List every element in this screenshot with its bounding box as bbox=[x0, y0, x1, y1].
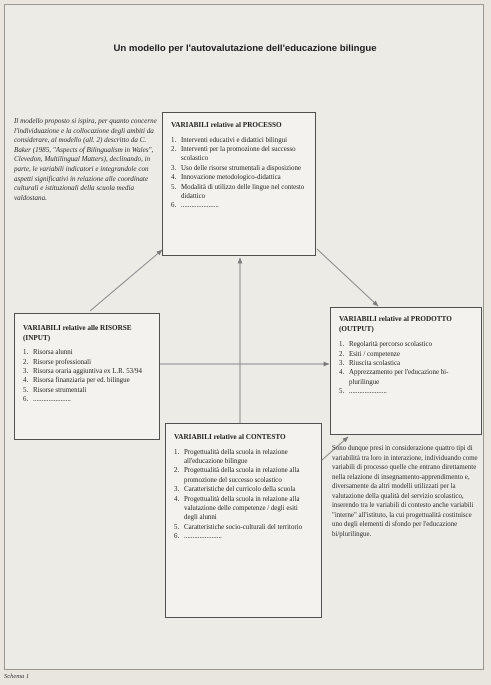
prodotto-list bbox=[339, 340, 473, 396]
contesto-list bbox=[174, 448, 313, 542]
list-item: 4. Risorsa finanziaria per ed. bilingue bbox=[23, 377, 130, 385]
list-item: 4. Progettualità della scuola in relazione alla valutazione delle competenze / degli esiti degli alunni bbox=[174, 495, 300, 522]
list-item: 1. Progettualità della scuola in relazione all'educazione bilingue bbox=[174, 448, 288, 465]
list-item: 1. Interventi educativi e didattici bilingui bbox=[171, 136, 288, 144]
processo-list bbox=[171, 136, 307, 211]
list-item: 1. Regolarità percorso scolastico bbox=[339, 341, 433, 349]
list-item: 3. Caratteristiche del curricolo della scuola bbox=[174, 486, 296, 494]
list-item: 5. ...................... bbox=[339, 388, 387, 396]
list-item: 6. ...................... bbox=[23, 396, 71, 404]
list-item: 5. Modalità di utilizzo delle lingue nel contesto didattico bbox=[171, 183, 305, 201]
list-item: 3. Uso delle risorse strumentali a disposizione bbox=[171, 164, 301, 172]
figure-caption: Schema 1 bbox=[4, 673, 30, 680]
processo-heading: VARIABILI relative al PROCESSO bbox=[171, 121, 282, 129]
list-item: 6. ...................... bbox=[174, 533, 222, 541]
list-item: 2. Risorse professionali bbox=[23, 358, 91, 366]
list-item: 2. Interventi per la promozione del successo scolastico bbox=[171, 146, 296, 163]
list-item: 2. Esiti / competenze bbox=[339, 350, 400, 358]
box-processo bbox=[162, 112, 316, 256]
prodotto-heading: VARIABILI relative al PRODOTTO (OUTPUT) bbox=[339, 315, 452, 333]
list-item: 4. Innovazione metodologico-didattica bbox=[171, 174, 281, 182]
diagram-title: Un modello per l'autovalutazione dell'educazione bilingue bbox=[113, 43, 377, 54]
box-contesto bbox=[165, 423, 322, 618]
list-item: 3. Risorsa oraria aggiuntiva ex L.R. 53/94 bbox=[23, 368, 142, 375]
list-item: 5. Caratteristiche socio-culturali del territorio bbox=[174, 523, 303, 531]
intro-text: Il modello proposto si ispira, per quanto concerne l'individuazione e la collocazione degli ambiti da considerare, al modello (all. 2) descritto da C. Baker (1985, "Aspects of Bilingualism in Wales", Clevedon, Multilingual Matters), declinando, in parte, le variabili indicatori e integrandole con aspetti significativi in relazione alle coordinate culturali e istituzionali della scuola media valdostana. bbox=[14, 117, 157, 202]
box-risorse bbox=[14, 313, 160, 440]
outro-text: Sono dunque presi in considerazione quattro tipi di variabilità tra loro in interazione, individuando come variabili di processo quelle che entrano direttamente nella relazione di insegnamento-apprendimento e, diversamente da altri modelli utilizzati per la valutazione della qualità del servizio scolastico, inserendo tra le variabili di contesto anche variabili "interne" all'istituto, la cui progettualità costituisce uno degli elementi di sfondo per l'educazione bi/plurilingue. bbox=[332, 445, 478, 538]
list-item: 4. Apprezzamento per l'educazione bi-plurilingue bbox=[339, 369, 449, 386]
risorse-heading: VARIABILI relative alle RISORSE (INPUT) bbox=[23, 324, 132, 342]
risorse-list bbox=[23, 348, 152, 404]
arrow-risorse-to-processo bbox=[90, 250, 162, 311]
arrow-processo-to-prodotto bbox=[317, 249, 378, 306]
list-item: 1. Risorsa alunni bbox=[23, 349, 73, 357]
list-item: 6. ...................... bbox=[171, 202, 219, 210]
contesto-heading: VARIABILI relative al CONTESTO bbox=[174, 433, 286, 441]
list-item: 5. Risorse strumentali bbox=[23, 386, 87, 394]
box-prodotto bbox=[330, 307, 482, 435]
list-item: 3. Riuscita scolastica bbox=[339, 360, 401, 367]
list-item: 2. Progettualità della scuola in relazione alla promozione del successo scolastico bbox=[174, 467, 300, 484]
